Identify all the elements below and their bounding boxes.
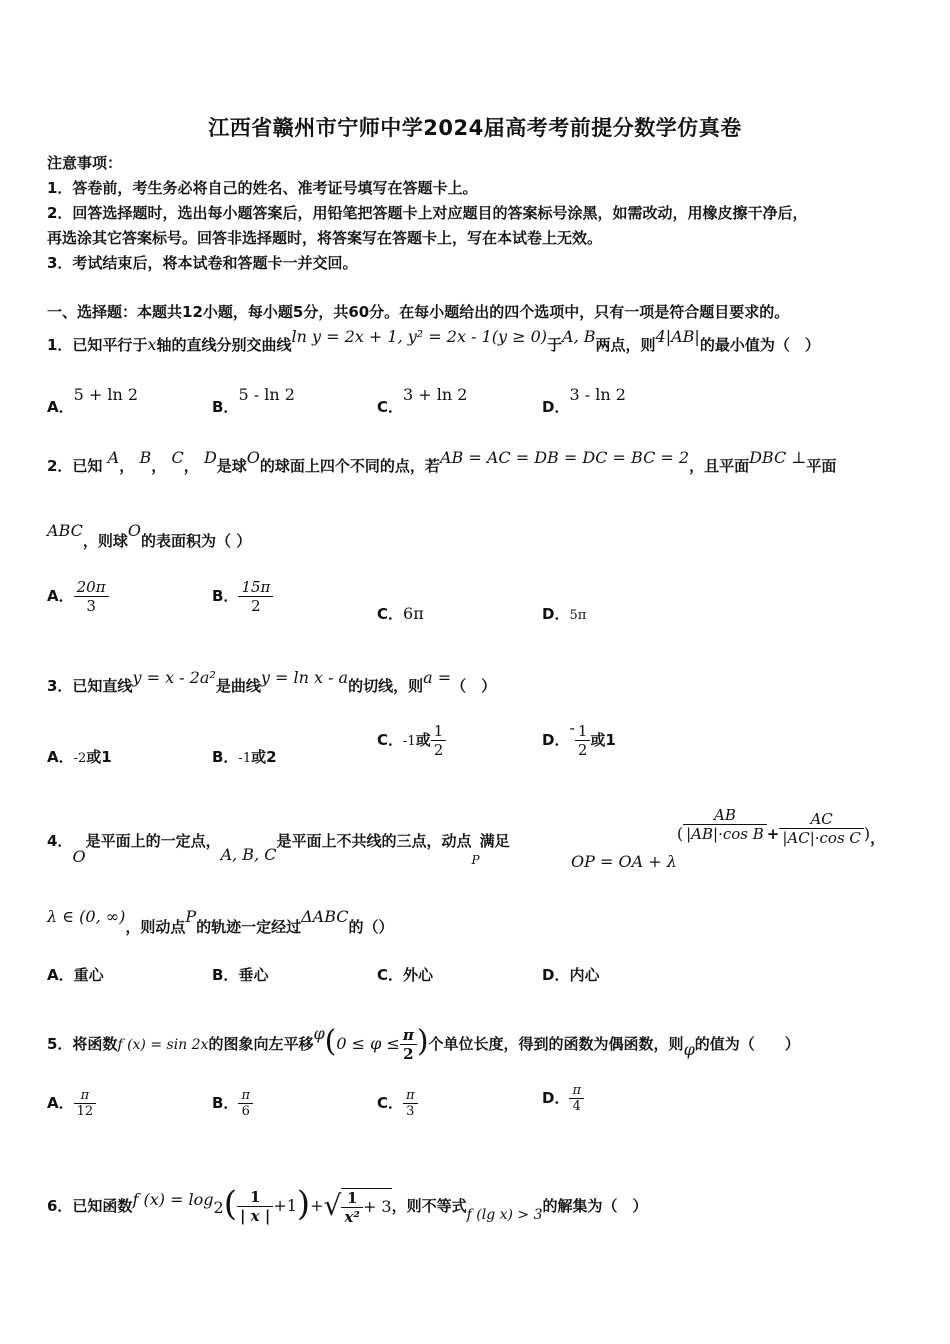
q3-line: y = x - 2a² — [132, 668, 216, 687]
q4-equation: OP = OA + λ( $\frac{AB}{\text{|AB|·cos B}}$ + $\frac{AC}{\text{|AC|·cos C}}$ )， — [571, 806, 886, 871]
option-value: 5 - ln 2 — [238, 385, 295, 404]
option-label: C． — [377, 605, 404, 623]
option-value: - — [569, 718, 575, 737]
q3-option-d[interactable] — [542, 718, 616, 759]
fraction-numerator: 20π — [74, 578, 109, 597]
option-label: B． — [212, 587, 239, 605]
q2-point: A — [107, 448, 120, 467]
option-value: 1 — [101, 748, 112, 766]
notice-item-3: 3．考试结束后，将本试卷和答题卡一并交回。 — [47, 254, 358, 272]
question-6: 6．已知函数f $(x) = \log_2$( $\frac{1}{| x |}$ +1)+√ $\frac{1}{\text{x²}}$ + 3，则不等式f (lg x) > 3的解集为（ ） — [47, 1184, 648, 1226]
q3-option-a[interactable] — [47, 746, 112, 767]
option-value: 重心 — [73, 966, 104, 984]
q1-text: 的最小值为（ ） — [699, 336, 820, 354]
option-label: A． — [47, 398, 74, 416]
fraction-denominator: 2 — [403, 1045, 414, 1063]
section-heading: 一、选择题：本题共12小题，每小题5分，共60分。在每小题给出的四个选项中，只有一项是符合题目要求的。 — [47, 303, 790, 321]
option-value: 5 + ln 2 — [73, 385, 139, 404]
option-label: A． — [47, 748, 74, 766]
q1-curves: ln y = 2x + 1, y² = 2x - 1(y ≥ 0) — [291, 327, 548, 346]
fraction-denominator: 12 — [76, 1104, 94, 1119]
q3-option-c[interactable] — [377, 722, 446, 759]
q6-plus: + — [310, 1196, 324, 1215]
q2-option-d[interactable] — [542, 603, 586, 624]
notice-item-2b: 再选涂其它答案标号。回答非选择题时，将答案写在答题卡上，写在本试卷上无效。 — [47, 229, 603, 247]
option-label: B． — [212, 966, 239, 984]
option-label: D． — [542, 398, 570, 416]
q6-text: 的解集为（ ） — [542, 1197, 648, 1215]
fraction-denominator: 2 — [433, 741, 444, 759]
fraction-numerator: AC — [779, 810, 864, 829]
q3-text: 是曲线 — [215, 677, 261, 695]
q2-sphere: O — [127, 521, 141, 540]
q6-plus-three: + 3 — [362, 1196, 392, 1216]
option-label: A． — [47, 1094, 74, 1112]
option-value: -1 — [403, 734, 416, 749]
q5-text: 的图象向左平移 — [208, 1035, 314, 1053]
q4-option-a[interactable] — [47, 964, 104, 985]
q1-text: 于 — [547, 336, 563, 354]
q5-text: 5．将函数 — [47, 1035, 118, 1053]
question-3 — [47, 668, 497, 696]
q4-triangle: ΔABC — [301, 907, 349, 926]
option-label: D． — [542, 966, 570, 984]
fraction-denominator: |AC|·cos C — [782, 829, 861, 847]
question-4 — [47, 830, 510, 867]
q5-option-a[interactable] — [47, 1088, 96, 1119]
q2-point: B — [139, 448, 152, 467]
q2-text: 是球 — [216, 457, 247, 475]
q3-text: （ ） — [451, 677, 497, 695]
q4-points: A, B, C — [220, 845, 277, 864]
question-5: 5．将函数f (x) = sin 2x的图象向左平移φ(0 ≤ φ ≤ $\frac{\pi}{2}$ )个单位长度，得到的函数为偶函数，则φ的值为（ ） — [47, 1024, 800, 1063]
q4-point-p: P — [471, 853, 480, 867]
q2-point: D — [203, 448, 217, 467]
option-value: 5π — [569, 608, 587, 623]
option-label: B． — [212, 398, 239, 416]
fraction-denominator: 3 — [86, 597, 96, 615]
q1-option-a[interactable] — [47, 384, 139, 416]
option-label: B． — [212, 1094, 239, 1112]
q2-text: 的球面上四个不同的点，若 — [259, 457, 440, 475]
option-label: D． — [542, 1089, 570, 1107]
q4-point-o: O — [72, 847, 86, 866]
fraction-denominator: 2 — [251, 597, 261, 615]
q4-option-b[interactable] — [212, 964, 268, 985]
fraction-denominator: | x | — [240, 1207, 271, 1225]
q5-phi: φ — [313, 1024, 325, 1043]
option-or: 或 — [86, 748, 102, 766]
q6-function: f (x) = log — [132, 1190, 214, 1209]
option-label: A． — [47, 587, 74, 605]
q3-text: 3．已知直线 — [47, 677, 133, 695]
q2-equation: AB = AC = DB = DC = BC = 2 — [439, 448, 690, 467]
q1-text: 轴的直线分别交曲线 — [156, 336, 292, 354]
fraction-denominator: |AB|·cos B — [686, 825, 764, 843]
option-label: C． — [377, 966, 404, 984]
fraction-numerator: 1 — [431, 722, 447, 741]
q5-condition: 0 ≤ φ ≤ — [336, 1034, 400, 1053]
notice-heading: 注意事项： — [47, 154, 123, 172]
q4-lambda: λ ∈ (0, ∞) — [47, 907, 126, 926]
q2-sphere: O — [246, 448, 260, 467]
q2-plane: DBC ⊥ — [749, 448, 807, 467]
q2-text: 平面 — [806, 457, 837, 475]
q5-option-c[interactable] — [377, 1088, 418, 1119]
fraction-denominator: 6 — [241, 1104, 250, 1119]
q2-text: ，则球 — [82, 532, 128, 550]
q4-eq-left: OP = OA + λ — [571, 852, 677, 871]
q3-curve: y = ln x - a — [260, 668, 349, 687]
q4-text: 是平面上的一定点， — [85, 832, 221, 850]
q2-text: 的表面积为（ ） — [141, 532, 252, 550]
q3-text: 的切线，则 — [348, 677, 424, 695]
q6-log-base: 2 — [213, 1198, 224, 1217]
fraction-denominator: 2 — [577, 741, 588, 759]
q2-option-b[interactable] — [212, 578, 273, 615]
option-label: A． — [47, 966, 74, 984]
notice-item-2a: 2．回答选择题时，选出每小题答案后，用铅笔把答题卡上对应题目的答案标号涂黑，如需改动，用橡皮擦干净后， — [47, 204, 808, 222]
q4-point-p: P — [185, 907, 197, 926]
option-value: 垂心 — [238, 966, 269, 984]
option-value: 6π — [403, 604, 424, 623]
fraction-numerator: 1 — [575, 722, 591, 741]
fraction-denominator: 4 — [572, 1099, 581, 1114]
fraction-numerator: 1 — [341, 1189, 363, 1208]
option-label: B． — [212, 748, 239, 766]
q1-text: 两点，则 — [595, 336, 656, 354]
fraction-numerator: 15π — [238, 578, 273, 597]
option-or: 或 — [590, 731, 606, 749]
q4-option-c[interactable] — [377, 964, 433, 985]
option-or: 或 — [415, 731, 431, 749]
option-label: C． — [377, 731, 404, 749]
fraction-numerator: π — [74, 1088, 97, 1104]
option-value: -2 — [73, 751, 87, 766]
option-value: 1 — [605, 731, 616, 749]
q3-option-b[interactable] — [212, 746, 277, 767]
q4-text: 4． — [47, 832, 73, 850]
question-2-cont — [47, 521, 252, 551]
question-1 — [47, 327, 820, 355]
q1-option-c[interactable] — [377, 384, 468, 416]
option-value: 3 - ln 2 — [569, 385, 626, 404]
option-value: -1 — [238, 751, 252, 766]
fraction-denominator: x² — [344, 1207, 360, 1226]
fraction-numerator: π — [238, 1088, 253, 1104]
fraction-numerator: π — [569, 1083, 584, 1099]
question-2: 2．已知 A， B， C， D是球O的球面上四个不同的点，若AB = AC = DB = DC = BC = 2，且平面DBC ⊥平面 — [47, 448, 837, 475]
q5-function: f (x) = sin 2x — [117, 1037, 209, 1053]
q6-text: ，则不等式 — [391, 1197, 467, 1215]
q3-var: a = — [423, 668, 452, 687]
option-value: 内心 — [569, 966, 600, 984]
fraction-numerator: π — [403, 1088, 418, 1104]
q2-option-c[interactable] — [377, 603, 424, 624]
option-value: 外心 — [403, 966, 434, 984]
q1-option-d[interactable] — [542, 384, 626, 416]
q6-inequality: f (lg x) > 3 — [466, 1207, 543, 1223]
q1-var: x — [147, 335, 157, 354]
q5-text: 的值为（ ） — [694, 1035, 800, 1053]
q2-option-a[interactable] — [47, 578, 109, 615]
fraction-denominator: 3 — [406, 1104, 415, 1119]
q5-phi: φ — [683, 1040, 695, 1059]
q4-text: 满足 — [479, 832, 510, 850]
q1-expr: 4|AB| — [655, 327, 700, 346]
q2-point: C — [171, 448, 184, 467]
q5-text: 个单位长度，得到的函数为偶函数，则 — [428, 1035, 684, 1053]
option-or: 或 — [251, 748, 267, 766]
notice-item-1: 1．答卷前，考生务必将自己的姓名、准考证号填写在答题卡上。 — [47, 179, 478, 197]
q4-text: 的（） — [348, 918, 394, 936]
q6-plus-one: +1 — [273, 1196, 297, 1215]
q1-option-b[interactable] — [212, 384, 295, 416]
question-4-cont — [47, 907, 394, 937]
q4-text: 的轨迹一定经过 — [196, 918, 302, 936]
fraction-numerator: π — [400, 1026, 417, 1045]
q1-text: 1．已知平行于 — [47, 336, 148, 354]
q4-text: 是平面上不共线的三点，动点 — [276, 832, 472, 850]
fraction-numerator: 1 — [237, 1188, 273, 1207]
option-label: C． — [377, 1094, 404, 1112]
q4-option-d[interactable] — [542, 964, 599, 985]
option-label: D． — [542, 731, 570, 749]
q6-text: 6．已知函数 — [47, 1197, 133, 1215]
option-value: 3 + ln 2 — [403, 385, 468, 404]
q5-option-b[interactable] — [212, 1088, 253, 1119]
option-label: C． — [377, 398, 404, 416]
q2-text: ，且平面 — [689, 457, 750, 475]
q5-option-d[interactable] — [542, 1083, 584, 1114]
option-label: D． — [542, 605, 570, 623]
q2-text: 2．已知 — [47, 457, 103, 475]
q1-points: A, B — [562, 327, 596, 346]
page-title: 江西省赣州市宁师中学2024届高考考前提分数学仿真卷 — [208, 116, 742, 140]
q4-text: ，则动点 — [125, 918, 186, 936]
option-value: 2 — [266, 748, 277, 766]
q2-plane-abc: ABC — [47, 521, 83, 540]
fraction-numerator: AB — [683, 806, 767, 825]
